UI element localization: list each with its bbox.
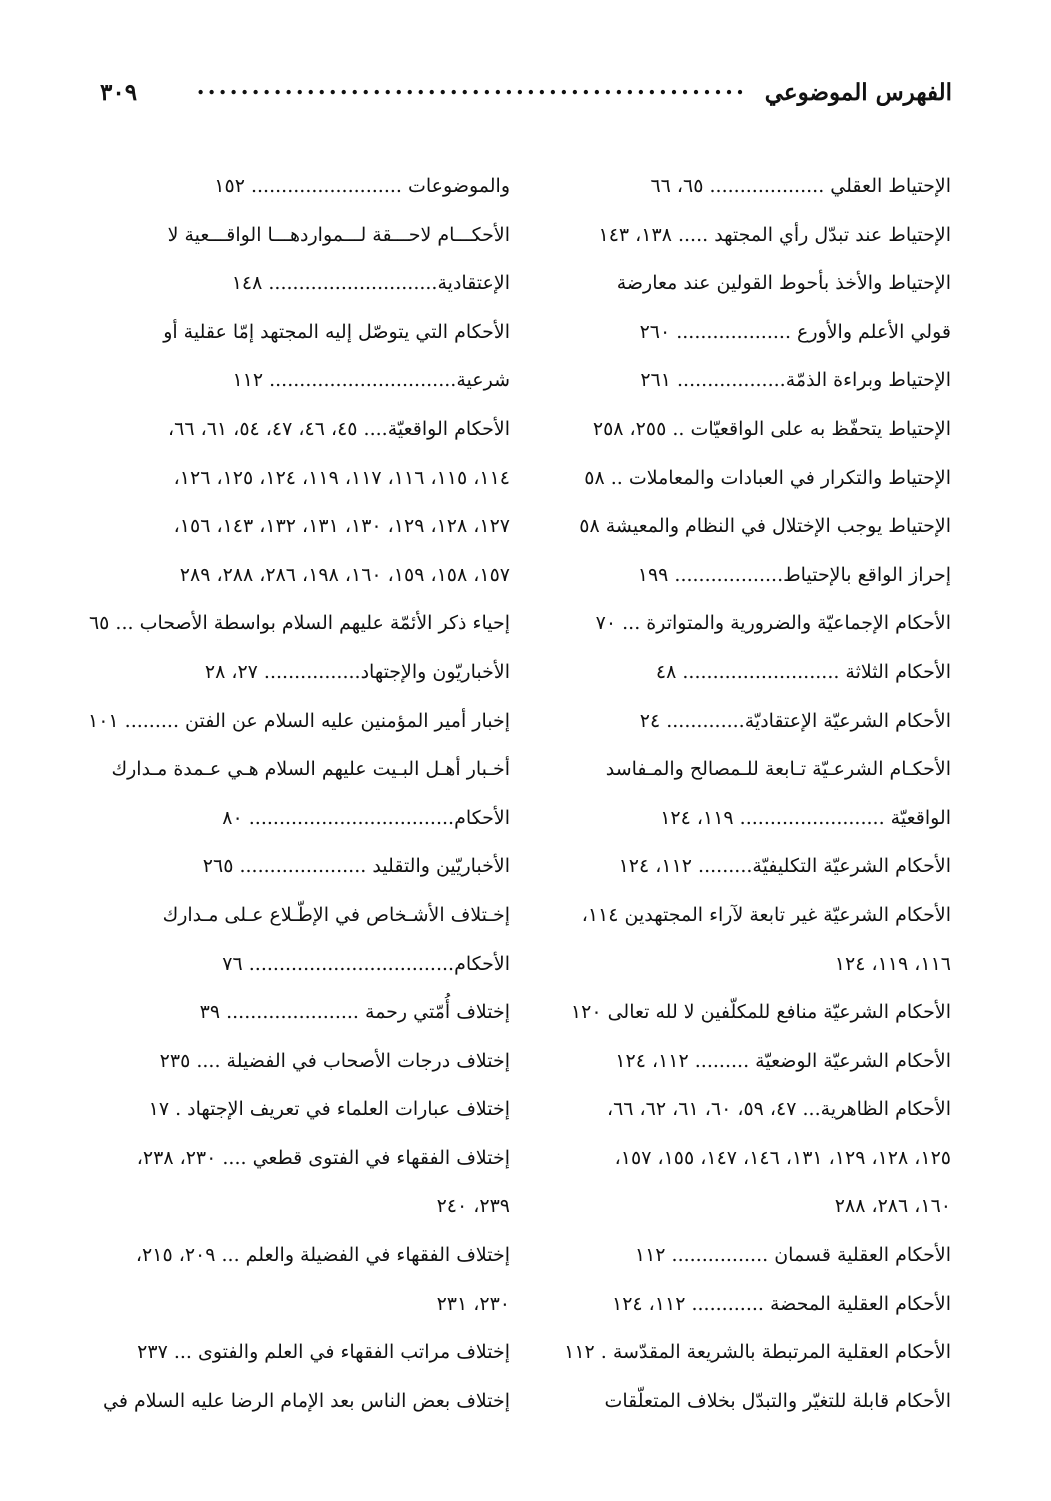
index-entry: الأحكام العقلية المرتبطة بالشريعة المقدّسة . ١١٢: [564, 1341, 951, 1364]
index-entry: الأحكام.................................. ٧٦: [222, 952, 510, 975]
header-leader-dots: ..................................................: [196, 73, 747, 100]
index-entry: الإحتياط يوجب الإختلال في النظام والمعيشة ٥٨: [579, 515, 951, 538]
index-entry: الأحكـام الشرعـيّة تـابعة للـمصالح والمـفاسد: [605, 758, 951, 781]
index-entry: ١٥٧، ١٥٨، ١٥٩، ١٦٠، ١٩٨، ٢٨٦، ٢٨٨، ٢٨٩: [179, 563, 510, 586]
index-entry: الأحكام.................................. ٨٠: [222, 806, 510, 829]
index-entry: الأحكام الإجماعيّة والضرورية والمتواترة ... ٧٠: [595, 612, 951, 635]
index-entry: الأخباريّون والإجتهاد................ ٢٧، ٢٨: [204, 660, 510, 683]
page-header: [100, 72, 952, 114]
index-entry: ١٢٧، ١٢٨، ١٢٩، ١٣٠، ١٣١، ١٣٢، ١٤٣، ١٥٦،: [173, 515, 510, 538]
index-entry: الأحكام العقلية قسمان ................ ١١٢: [634, 1244, 951, 1267]
index-entry: إخبار أمير المؤمنين عليه السلام عن الفتن ......... ١٠١: [87, 709, 510, 732]
page-number: ٣٠٩: [100, 79, 138, 106]
index-entry: الإحتياط والأخذ بأحوط القولين عند معارضة: [616, 272, 951, 295]
index-entry: ١١٦، ١١٩، ١٢٤: [834, 952, 951, 975]
index-entry: الأحكام التي يتوصّل إليه المجتهد إمّا عقلية أو: [163, 320, 510, 343]
index-entry: قولي الأعلم والأورع ................... ٢٦٠: [639, 320, 951, 343]
index-entry: إختلاف درجات الأصحاب في الفضيلة .... ٢٣٥: [159, 1049, 510, 1072]
index-entry: الأحكام الظاهرية... ٤٧، ٥٩، ٦٠، ٦١، ٦٢، ٦٦،: [606, 1098, 951, 1121]
index-entry: الإحتياط عند تبدّل رأي المجتهد ..... ١٣٨، ١٤٣: [598, 223, 951, 246]
index-entry: ١٦٠، ٢٨٦، ٢٨٨: [834, 1195, 951, 1218]
index-entry: الأحكام الشرعيّة غير تابعة لآراء المجتهدين ١١٤،: [581, 903, 951, 926]
index-entry: الأحكام الشرعيّة منافع للمكلّفين لا لله تعالى ١٢٠: [570, 1001, 951, 1024]
index-entry: إختلاف الفقهاء في الفتوى قطعي .... ٢٣٠، ٢٣٨،: [136, 1146, 510, 1169]
index-column-left: [87, 162, 510, 1425]
index-entry: إحراز الواقع بالإحتياط.................. ١٩٩: [637, 563, 951, 586]
index-entry: إحياء ذكر الأئمّة عليهم السلام بواسطة الأصحاب ... ٦٥: [88, 612, 510, 635]
index-entry: ٢٣٠، ٢٣١: [436, 1292, 510, 1315]
index-entry: أخـبار أهـل البـيت عليهم السلام هـي عـمدة مـدارك: [111, 758, 510, 781]
index-entry: الإعتقادية............................ ١٤٨: [231, 272, 510, 295]
index-entry: إختلاف مراتب الفقهاء في العلم والفتوى ... ٢٣٧: [137, 1341, 510, 1364]
index-entry: الإحتياط يتحفّظ به على الواقعيّات .. ٢٥٥، ٢٥٨: [592, 417, 951, 440]
index-entry: الإحتياط وبراءة الذمّة.................. ٢٦١: [640, 369, 951, 392]
index-entry: الأحكام قابلة للتغيّر والتبدّل بخلاف المتعلّقات: [604, 1389, 951, 1412]
index-entry: الأخباريّين والتقليد ..................... ٢٦٥: [202, 855, 510, 878]
index-entry: إختلاف أُمّتي رحمة ...................... ٣٩: [199, 1001, 510, 1024]
index-entry: الأحكام الشرعيّة الإعتقاديّة............. ٢٤: [639, 709, 951, 732]
index-entry: الأحكام الثلاثة .......................... ٤٨: [655, 660, 951, 683]
running-title: الفهرس الموضوعي: [764, 79, 952, 106]
index-entry: ٢٣٩، ٢٤٠: [436, 1195, 510, 1218]
index-entry: الأحكام العقلية المحضة ............ ١١٢، ١٢٤: [612, 1292, 951, 1315]
index-entry: الإحتياط العقلي ................... ٦٥، ٦٦: [650, 175, 951, 197]
index-entry: الأحكام الشرعيّة التكليفيّة......... ١١٢، ١٢٤: [618, 855, 951, 878]
index-entry: الواقعيّة ........................ ١١٩، ١٢٤: [660, 806, 951, 829]
index-entry: إخـتلاف الأشـخاص في الإطّـلاع عـلى مـدارك: [162, 903, 510, 926]
index-entry: الأحكـــام لاحـــقة لـــمواردهـــا الواقـــعية لا: [167, 223, 510, 246]
index-entry: الأحكام الواقعيّة.... ٤٥، ٤٦، ٤٧، ٥٤، ٦١، ٦٦،: [167, 417, 510, 440]
index-entry: الأحكام الشرعيّة الوضعيّة ......... ١١٢، ١٢٤: [615, 1049, 951, 1072]
index-column-right: [539, 162, 951, 1425]
index-entry: شرعية............................... ١١٢: [232, 369, 510, 392]
index-entry: إختلاف عبارات العلماء في تعريف الإجتهاد . ١٧: [148, 1098, 510, 1121]
index-entry: والموضوعات ......................... ١٥٢: [214, 175, 510, 197]
index-entry: إختلاف بعض الناس بعد الإمام الرضا عليه السلام في: [103, 1389, 510, 1412]
index-entry: إختلاف الفقهاء في الفضيلة والعلم ... ٢٠٩، ٢١٥،: [135, 1244, 510, 1267]
index-entry: الإحتياط والتكرار في العبادات والمعاملات .. ٥٨: [584, 466, 951, 489]
index-entry: ١٢٥، ١٢٨، ١٢٩، ١٣١، ١٤٦، ١٤٧، ١٥٥، ١٥٧،: [614, 1146, 951, 1169]
index-entry: ١١٤، ١١٥، ١١٦، ١١٧، ١١٩، ١٢٤، ١٢٥، ١٢٦،: [173, 466, 510, 489]
